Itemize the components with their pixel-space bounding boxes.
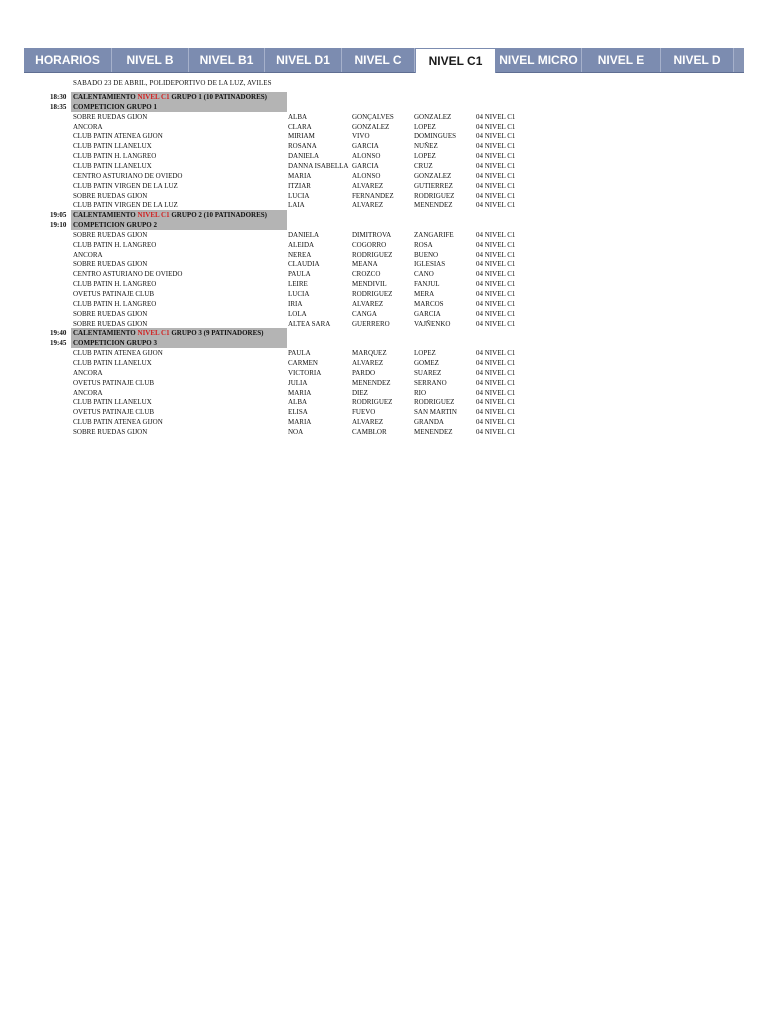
skater-surname-2: SUAREZ bbox=[414, 368, 442, 377]
skater-level: 04 NIVEL C1 bbox=[476, 270, 516, 279]
skater-level: 04 NIVEL C1 bbox=[476, 161, 516, 170]
competition-time: 18:35 bbox=[50, 102, 67, 111]
skater-level: 04 NIVEL C1 bbox=[476, 418, 516, 427]
tab-nivel-d[interactable]: NIVEL D bbox=[661, 48, 734, 72]
warmup-row bbox=[0, 210, 768, 220]
warmup-prefix: CALENTAMIENTO bbox=[73, 211, 138, 220]
club-name: SOBRE RUEDAS GIJON bbox=[73, 191, 148, 200]
skater-first-name: LUCIA bbox=[288, 290, 310, 298]
club-name: CENTRO ASTURIANO DE OVIEDO bbox=[73, 171, 183, 180]
skater-first-name: ALBA bbox=[288, 112, 308, 121]
skater-row bbox=[0, 181, 768, 191]
skater-level: 04 NIVEL C1 bbox=[476, 230, 516, 239]
skater-level: 04 NIVEL C1 bbox=[476, 250, 516, 259]
skater-first-name: JULIA bbox=[288, 378, 308, 387]
skater-surname-2: DOMINGUES bbox=[414, 132, 456, 141]
competition-row bbox=[0, 220, 768, 230]
club-name: ANCORA bbox=[73, 368, 103, 377]
tab-nivel-d1[interactable]: NIVEL D1 bbox=[265, 48, 342, 72]
skater-first-name: NOA bbox=[288, 427, 304, 436]
club-name: SOBRE RUEDAS GIJON bbox=[73, 427, 148, 436]
club-name: CLUB PATIN LLANELUX bbox=[73, 358, 152, 367]
club-name: CLUB PATIN VIRGEN DE LA LUZ bbox=[73, 201, 178, 210]
skater-row bbox=[0, 230, 768, 240]
skater-level: 04 NIVEL C1 bbox=[476, 201, 516, 210]
skater-surname-2: IGLESIAS bbox=[414, 260, 446, 269]
skater-row bbox=[0, 191, 768, 201]
skater-surname-1: MENDIVIL bbox=[352, 280, 387, 289]
tab-nivel-b1[interactable]: NIVEL B1 bbox=[189, 48, 265, 72]
competition-time: 19:45 bbox=[50, 339, 67, 348]
skater-surname-1: ALVAREZ bbox=[352, 181, 384, 190]
skater-surname-2: MENENDEZ bbox=[414, 427, 453, 436]
schedule-sheet bbox=[0, 78, 768, 458]
skater-level: 04 NIVEL C1 bbox=[476, 427, 516, 436]
club-name: SOBRE RUEDAS GIJON bbox=[73, 309, 148, 318]
skater-level: 04 NIVEL C1 bbox=[476, 122, 516, 131]
skater-surname-2: GOMEZ bbox=[414, 358, 439, 367]
skater-first-name: MARIA bbox=[288, 388, 312, 397]
skater-level: 04 NIVEL C1 bbox=[476, 349, 516, 358]
skater-level: 04 NIVEL C1 bbox=[476, 358, 516, 367]
competition-row bbox=[0, 102, 768, 112]
skater-row bbox=[0, 397, 768, 407]
skater-level: 04 NIVEL C1 bbox=[476, 280, 516, 289]
skater-surname-2: ROSA bbox=[414, 240, 433, 249]
level-tab-bar bbox=[24, 48, 744, 73]
warmup-time: 19:40 bbox=[50, 329, 67, 338]
skater-row bbox=[0, 348, 768, 358]
club-name: CLUB PATIN VIRGEN DE LA LUZ bbox=[73, 181, 178, 190]
skater-surname-1: COGORRO bbox=[352, 240, 387, 249]
skater-first-name: ALEIDA bbox=[288, 240, 315, 249]
skater-surname-2: GUTIERREZ bbox=[414, 181, 453, 190]
skater-surname-1: GARCIA bbox=[352, 142, 379, 151]
club-name: OVETUS PATINAJE CLUB bbox=[73, 290, 155, 298]
skater-first-name: MARIA bbox=[288, 171, 312, 180]
skater-surname-1: DIEZ bbox=[352, 388, 368, 397]
skater-row bbox=[0, 368, 768, 378]
skater-row bbox=[0, 200, 768, 210]
skater-surname-2: VAJÑENKO bbox=[414, 319, 451, 328]
skater-surname-1: ALONSO bbox=[352, 152, 381, 161]
skater-row bbox=[0, 299, 768, 309]
warmup-suffix: GRUPO 1 (10 PATINADORES) bbox=[169, 93, 267, 101]
club-name: CLUB PATIN ATENEA GIJON bbox=[73, 132, 163, 141]
skater-surname-2: CRUZ bbox=[414, 161, 433, 170]
skater-first-name: MARIA bbox=[288, 418, 312, 427]
skater-level: 04 NIVEL C1 bbox=[476, 398, 516, 407]
skater-surname-2: NUÑEZ bbox=[414, 142, 438, 151]
skater-surname-2: RODRIGUEZ bbox=[414, 191, 455, 200]
club-name: CENTRO ASTURIANO DE OVIEDO bbox=[73, 270, 183, 279]
skater-surname-2: GARCIA bbox=[414, 309, 441, 318]
skater-level: 04 NIVEL C1 bbox=[476, 388, 516, 397]
skater-row bbox=[0, 250, 768, 260]
competition-label: COMPETICION GRUPO 2 bbox=[73, 221, 157, 230]
warmup-time: 18:30 bbox=[50, 93, 67, 101]
skater-level: 04 NIVEL C1 bbox=[476, 152, 516, 161]
competition-row bbox=[0, 338, 768, 348]
club-name: SOBRE RUEDAS GIJON bbox=[73, 112, 148, 121]
skater-row bbox=[0, 112, 768, 122]
skater-level: 04 NIVEL C1 bbox=[476, 368, 516, 377]
skater-surname-1: GONZALEZ bbox=[352, 122, 390, 131]
skater-surname-2: GONZALEZ bbox=[414, 112, 452, 121]
skater-first-name: LEIRE bbox=[288, 280, 308, 289]
skater-first-name: NEREA bbox=[288, 250, 312, 259]
warmup-label bbox=[73, 210, 267, 220]
skater-row bbox=[0, 388, 768, 398]
tab-nivel-b[interactable]: NIVEL B bbox=[112, 48, 189, 72]
skater-level: 04 NIVEL C1 bbox=[476, 408, 516, 417]
skater-surname-1: CROZCO bbox=[352, 270, 381, 279]
skater-surname-2: MENENDEZ bbox=[414, 201, 453, 210]
skater-surname-1: PARDO bbox=[352, 368, 376, 377]
warmup-suffix: GRUPO 2 (10 PATINADORES) bbox=[169, 211, 267, 220]
skater-first-name: MIRIAM bbox=[288, 132, 315, 141]
warmup-level: NIVEL C1 bbox=[137, 211, 170, 220]
skater-first-name: IRIA bbox=[288, 299, 303, 308]
club-name: CLUB PATIN H. LANGREO bbox=[73, 280, 157, 289]
skater-level: 04 NIVEL C1 bbox=[476, 171, 516, 180]
skater-first-name: ITZIAR bbox=[288, 181, 311, 190]
club-name: OVETUS PATINAJE CLUB bbox=[73, 408, 155, 417]
skater-level: 04 NIVEL C1 bbox=[476, 299, 516, 308]
skater-first-name: VICTORIA bbox=[288, 368, 322, 377]
warmup-level: NIVEL C1 bbox=[137, 329, 170, 338]
skater-row bbox=[0, 131, 768, 141]
skater-surname-1: FUEVO bbox=[352, 408, 376, 417]
skater-surname-1: CANGA bbox=[352, 309, 377, 318]
skater-row bbox=[0, 358, 768, 368]
skater-row bbox=[0, 309, 768, 319]
skater-row bbox=[0, 171, 768, 181]
skater-surname-2: GONZALEZ bbox=[414, 171, 452, 180]
skater-surname-2: MARCOS bbox=[414, 299, 444, 308]
skater-surname-2: RODRIGUEZ bbox=[414, 398, 455, 407]
skater-level: 04 NIVEL C1 bbox=[476, 181, 516, 190]
skater-surname-1: FERNANDEZ bbox=[352, 191, 394, 200]
skater-row bbox=[0, 122, 768, 132]
skater-level: 04 NIVEL C1 bbox=[476, 290, 516, 298]
skater-level: 04 NIVEL C1 bbox=[476, 132, 516, 141]
skater-surname-1: RODRIGUEZ bbox=[352, 250, 393, 259]
skater-surname-2: CANO bbox=[414, 270, 434, 279]
warmup-row bbox=[0, 328, 768, 338]
skater-surname-1: RODRIGUEZ bbox=[352, 398, 393, 407]
skater-surname-1: ALVAREZ bbox=[352, 201, 384, 210]
skater-row bbox=[0, 259, 768, 269]
club-name: SOBRE RUEDAS GIJON bbox=[73, 319, 148, 328]
skater-row bbox=[0, 427, 768, 437]
skater-row bbox=[0, 289, 768, 299]
warmup-label bbox=[73, 92, 267, 102]
skater-surname-1: VIVO bbox=[352, 132, 370, 141]
competition-label: COMPETICION GRUPO 1 bbox=[73, 102, 157, 111]
club-name: CLUB PATIN LLANELUX bbox=[73, 398, 152, 407]
warmup-prefix: CALENTAMIENTO bbox=[73, 93, 138, 101]
skater-surname-2: SERRANO bbox=[414, 378, 447, 387]
club-name: CLUB PATIN H. LANGREO bbox=[73, 240, 157, 249]
skater-first-name: PAULA bbox=[288, 349, 311, 358]
skater-first-name: LAIA bbox=[288, 201, 305, 210]
skater-first-name: DANIELA bbox=[288, 230, 320, 239]
competition-label: COMPETICION GRUPO 3 bbox=[73, 339, 157, 348]
tab-nivel-c[interactable]: NIVEL C bbox=[342, 48, 415, 72]
skater-surname-2: ZANGARIFE bbox=[414, 230, 454, 239]
skater-first-name: CARMEN bbox=[288, 358, 318, 367]
skater-surname-1: ALONSO bbox=[352, 171, 381, 180]
tab-nivel-c1[interactable]: NIVEL C1 bbox=[415, 48, 496, 73]
tab-nivel-e[interactable]: NIVEL E bbox=[582, 48, 661, 72]
skater-first-name: LOLA bbox=[288, 309, 307, 318]
club-name: ANCORA bbox=[73, 122, 103, 131]
skater-surname-2: SAN MARTIN bbox=[414, 408, 457, 417]
skater-first-name: ELISA bbox=[288, 408, 308, 417]
skater-level: 04 NIVEL C1 bbox=[476, 319, 516, 328]
skater-row bbox=[0, 161, 768, 171]
skater-first-name: ALTEA SARA bbox=[288, 319, 331, 328]
skater-level: 04 NIVEL C1 bbox=[476, 309, 516, 318]
skater-row bbox=[0, 407, 768, 417]
skater-first-name: ROSANA bbox=[288, 142, 317, 151]
skater-surname-1: GONÇALVES bbox=[352, 112, 394, 121]
skater-surname-1: MEANA bbox=[352, 260, 378, 269]
skater-surname-2: RIO bbox=[414, 388, 427, 397]
skater-surname-1: GUERRERO bbox=[352, 319, 390, 328]
skater-first-name: DANIELA bbox=[288, 152, 320, 161]
warmup-level: NIVEL C1 bbox=[137, 93, 170, 101]
skater-surname-2: FANJUL bbox=[414, 280, 440, 289]
skater-surname-2: MERA bbox=[414, 290, 435, 298]
tab-nivel-micro[interactable]: NIVEL MICRO bbox=[496, 48, 582, 72]
skater-row bbox=[0, 417, 768, 427]
skater-level: 04 NIVEL C1 bbox=[476, 191, 516, 200]
skater-row bbox=[0, 151, 768, 161]
club-name: ANCORA bbox=[73, 250, 103, 259]
skater-level: 04 NIVEL C1 bbox=[476, 260, 516, 269]
warmup-time: 19:05 bbox=[50, 211, 67, 220]
club-name: OVETUS PATINAJE CLUB bbox=[73, 378, 155, 387]
skater-first-name: DANNA ISABELLA bbox=[288, 161, 349, 170]
skater-surname-2: BUENO bbox=[414, 250, 439, 259]
skater-surname-1: RODRIGUEZ bbox=[352, 290, 393, 298]
club-name: CLUB PATIN H. LANGREO bbox=[73, 152, 157, 161]
schedule-title: SABADO 23 DE ABRIL, POLIDEPORTIVO DE LA LUZ, AVILES bbox=[73, 79, 272, 87]
skater-level: 04 NIVEL C1 bbox=[476, 112, 516, 121]
skater-surname-1: MARQUEZ bbox=[352, 349, 387, 358]
competition-time: 19:10 bbox=[50, 221, 67, 230]
skater-row bbox=[0, 269, 768, 279]
skater-surname-1: CAMBLOR bbox=[352, 427, 387, 436]
skater-row bbox=[0, 141, 768, 151]
skater-first-name: PAULA bbox=[288, 270, 311, 279]
club-name: CLUB PATIN LLANELUX bbox=[73, 161, 152, 170]
skater-surname-1: ALVAREZ bbox=[352, 299, 384, 308]
skater-level: 04 NIVEL C1 bbox=[476, 142, 516, 151]
tab-horarios[interactable]: HORARIOS bbox=[24, 48, 112, 72]
skater-surname-2: GRANDA bbox=[414, 418, 444, 427]
club-name: CLUB PATIN ATENEA GIJON bbox=[73, 418, 163, 427]
skater-surname-1: ALVAREZ bbox=[352, 418, 384, 427]
skater-row bbox=[0, 240, 768, 250]
skater-surname-1: DIMITROVA bbox=[352, 230, 392, 239]
skater-row bbox=[0, 319, 768, 329]
skater-surname-2: LOPEZ bbox=[414, 152, 436, 161]
warmup-label bbox=[73, 328, 263, 338]
skater-level: 04 NIVEL C1 bbox=[476, 378, 516, 387]
skater-surname-2: LOPEZ bbox=[414, 349, 436, 358]
skater-first-name: CLAUDIA bbox=[288, 260, 320, 269]
club-name: SOBRE RUEDAS GIJON bbox=[73, 260, 148, 269]
skater-surname-2: LOPEZ bbox=[414, 122, 436, 131]
skater-row bbox=[0, 378, 768, 388]
warmup-suffix: GRUPO 3 (9 PATINADORES) bbox=[169, 329, 264, 338]
club-name: ANCORA bbox=[73, 388, 103, 397]
skater-first-name: CLARA bbox=[288, 122, 312, 131]
club-name: SOBRE RUEDAS GIJON bbox=[73, 230, 148, 239]
skater-first-name: LUCIA bbox=[288, 191, 310, 200]
skater-row bbox=[0, 279, 768, 289]
skater-surname-1: ALVAREZ bbox=[352, 358, 384, 367]
club-name: CLUB PATIN LLANELUX bbox=[73, 142, 152, 151]
skater-surname-1: GARCIA bbox=[352, 161, 379, 170]
club-name: CLUB PATIN H. LANGREO bbox=[73, 299, 157, 308]
skater-surname-1: MENENDEZ bbox=[352, 378, 391, 387]
warmup-prefix: CALENTAMIENTO bbox=[73, 329, 138, 338]
warmup-row bbox=[0, 92, 768, 102]
skater-first-name: ALBA bbox=[288, 398, 308, 407]
skater-level: 04 NIVEL C1 bbox=[476, 240, 516, 249]
club-name: CLUB PATIN ATENEA GIJON bbox=[73, 349, 163, 358]
